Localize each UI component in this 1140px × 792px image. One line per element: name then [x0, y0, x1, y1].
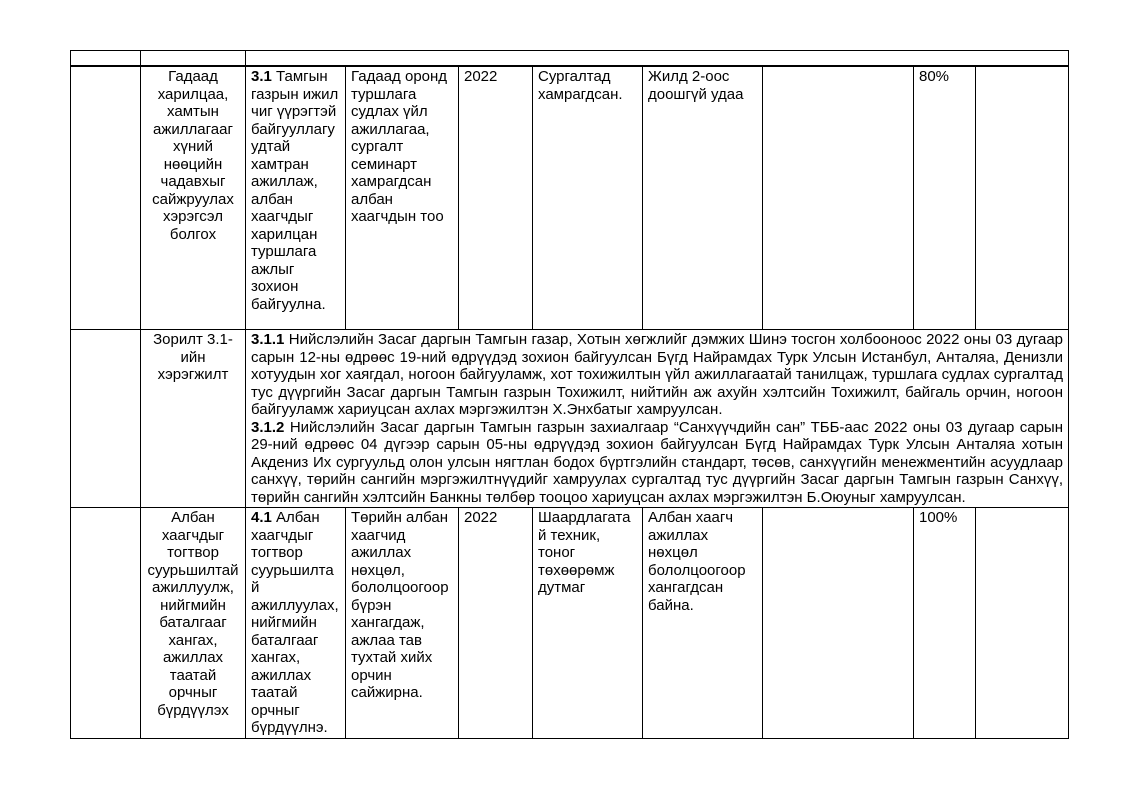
objective-cell: Гадаад харилцаа, хамтын ажиллагааг хүний нөөцийн чадавхыг сайжруулах хэрэгсэл болгох	[141, 66, 246, 330]
activity-cell	[246, 66, 346, 330]
table-row-spacer	[71, 51, 1069, 67]
empty-cell	[763, 508, 914, 739]
objective-cell: Албан хаагчдыг тогтвор суурьшилтай ажиллуулж, нийгмийн баталгааг хангах, ажиллах таатай орчныг бүрдүүлэх	[141, 508, 246, 739]
indicator-cell: Гадаад оронд туршлага судлах үйл ажиллагаа, сургалт семинарт хамрагдсан албан хаагчдын тоо	[346, 66, 459, 330]
implementation-item-number: 3.1.1	[251, 331, 285, 348]
empty-cell	[71, 508, 141, 739]
empty-cell	[141, 51, 246, 67]
activity-text: Тамгын газрын ижил чиг үүрэгтэй байгууллагуудтай хамтран ажиллаж, албан хаагчдыг харилцан туршлага ажлыг зохион байгуулна.	[251, 68, 339, 313]
activity-text: Албан хаагчдыг тогтвор суурьшилтай ажиллуулах, нийгмийн баталгааг хангах, ажиллах таатай орчныг бүрдүүлнэ.	[251, 509, 339, 736]
implementation-item-text: Нийслэлийн Засаг даргын Тамгын газрын захиалгаар “Санхүүчдийн сан” ТББ-аас 2022 оны 03 дугаар сарын 29-ний өдрөөс 04 дүгээр сарын 05-ны өдрүүдэд зохион байгуулсан Бүгд Найрамдах Турк Улсын Анталяа хотын Акдениз Их сургуульд олон улсын нягтлан бодох бүртгэлийн стандарт, төсөв, санхүүгийн менежментийн асуудлаар санхүү, төрийн сангийн мэргэжилтнүүдийг хамруулах сургалтад тус дүүргийн Засаг даргын Тамгын газрын Санхүү, төрийн сангийн хэлтсийн Банкны төлбөр тооцоо хариуцсан ахлах мэргэжилтэн Б.Оюуныг хамруулсан.	[251, 418, 1063, 506]
indicator-cell: Төрийн албан хаагчид ажиллах нөхцөл, бололцоогоор бүрэн хангагдаж, ажлаа тав тухтай хийх орчин сайжирна.	[346, 508, 459, 739]
activity-cell	[246, 508, 346, 739]
implementation-text-cell	[246, 330, 1069, 508]
empty-cell	[71, 51, 141, 67]
activity-number: 4.1	[251, 509, 272, 526]
performance-report-table	[70, 50, 1069, 739]
result-percent-cell: 100%	[914, 508, 976, 739]
year-cell: 2022	[459, 66, 533, 330]
implementation-item-number: 3.1.2	[251, 418, 285, 436]
implementation-item-text: Нийслэлийн Засаг даргын Тамгын газар, Хотын хөгжлийг дэмжих Шинэ тосгон холбооноос 2022 оны 03 дугаар сарын 12-ны өдрөөс 19-ний өдрүүдэд зохион байгуулсан Бүгд Найрамдах Турк Улсын Истанбул, Анталяа, Денизли хотуудын хог хаягдал, ногоон байгууламж, хот тохижилтын үйл ажиллагаатай танилцаж, туршлага судлах сургалтад тус дүүргийн Засаг даргын Тамгын газрын Тохижилт, нийтийн аж ахуйн хэлтсийн Тохижилт, байгаль орчин, ногоон байгууламж хариуцсан ахлах мэргэжилтэн Х.Энхбатыг хамруулсан.	[251, 331, 1064, 418]
baseline-cell: Шаардлагатай техник, тоног төхөөрөмж дутмаг	[533, 508, 643, 739]
target-cell: Жилд 2-оос доошгүй удаа	[643, 66, 763, 330]
empty-cell	[976, 66, 1069, 330]
empty-cell	[71, 66, 141, 330]
table-row-implementation	[71, 330, 1069, 508]
target-cell: Албан хаагч ажиллах нөхцөл бололцоогоор хангагдсан байна.	[643, 508, 763, 739]
empty-cell	[71, 330, 141, 508]
activity-number: 3.1	[251, 68, 272, 85]
empty-cell	[976, 508, 1069, 739]
result-percent-cell: 80%	[914, 66, 976, 330]
baseline-cell: Сургалтад хамрагдсан.	[533, 66, 643, 330]
empty-merged-cell	[246, 51, 1069, 67]
table-row-goal-4	[71, 508, 1069, 739]
implementation-item	[251, 331, 1063, 419]
implementation-item	[251, 419, 1063, 507]
year-cell: 2022	[459, 508, 533, 739]
implementation-label-cell: Зорилт 3.1-ийн хэрэгжилт	[141, 330, 246, 508]
empty-cell	[763, 66, 914, 330]
table-row-goal-3	[71, 66, 1069, 330]
